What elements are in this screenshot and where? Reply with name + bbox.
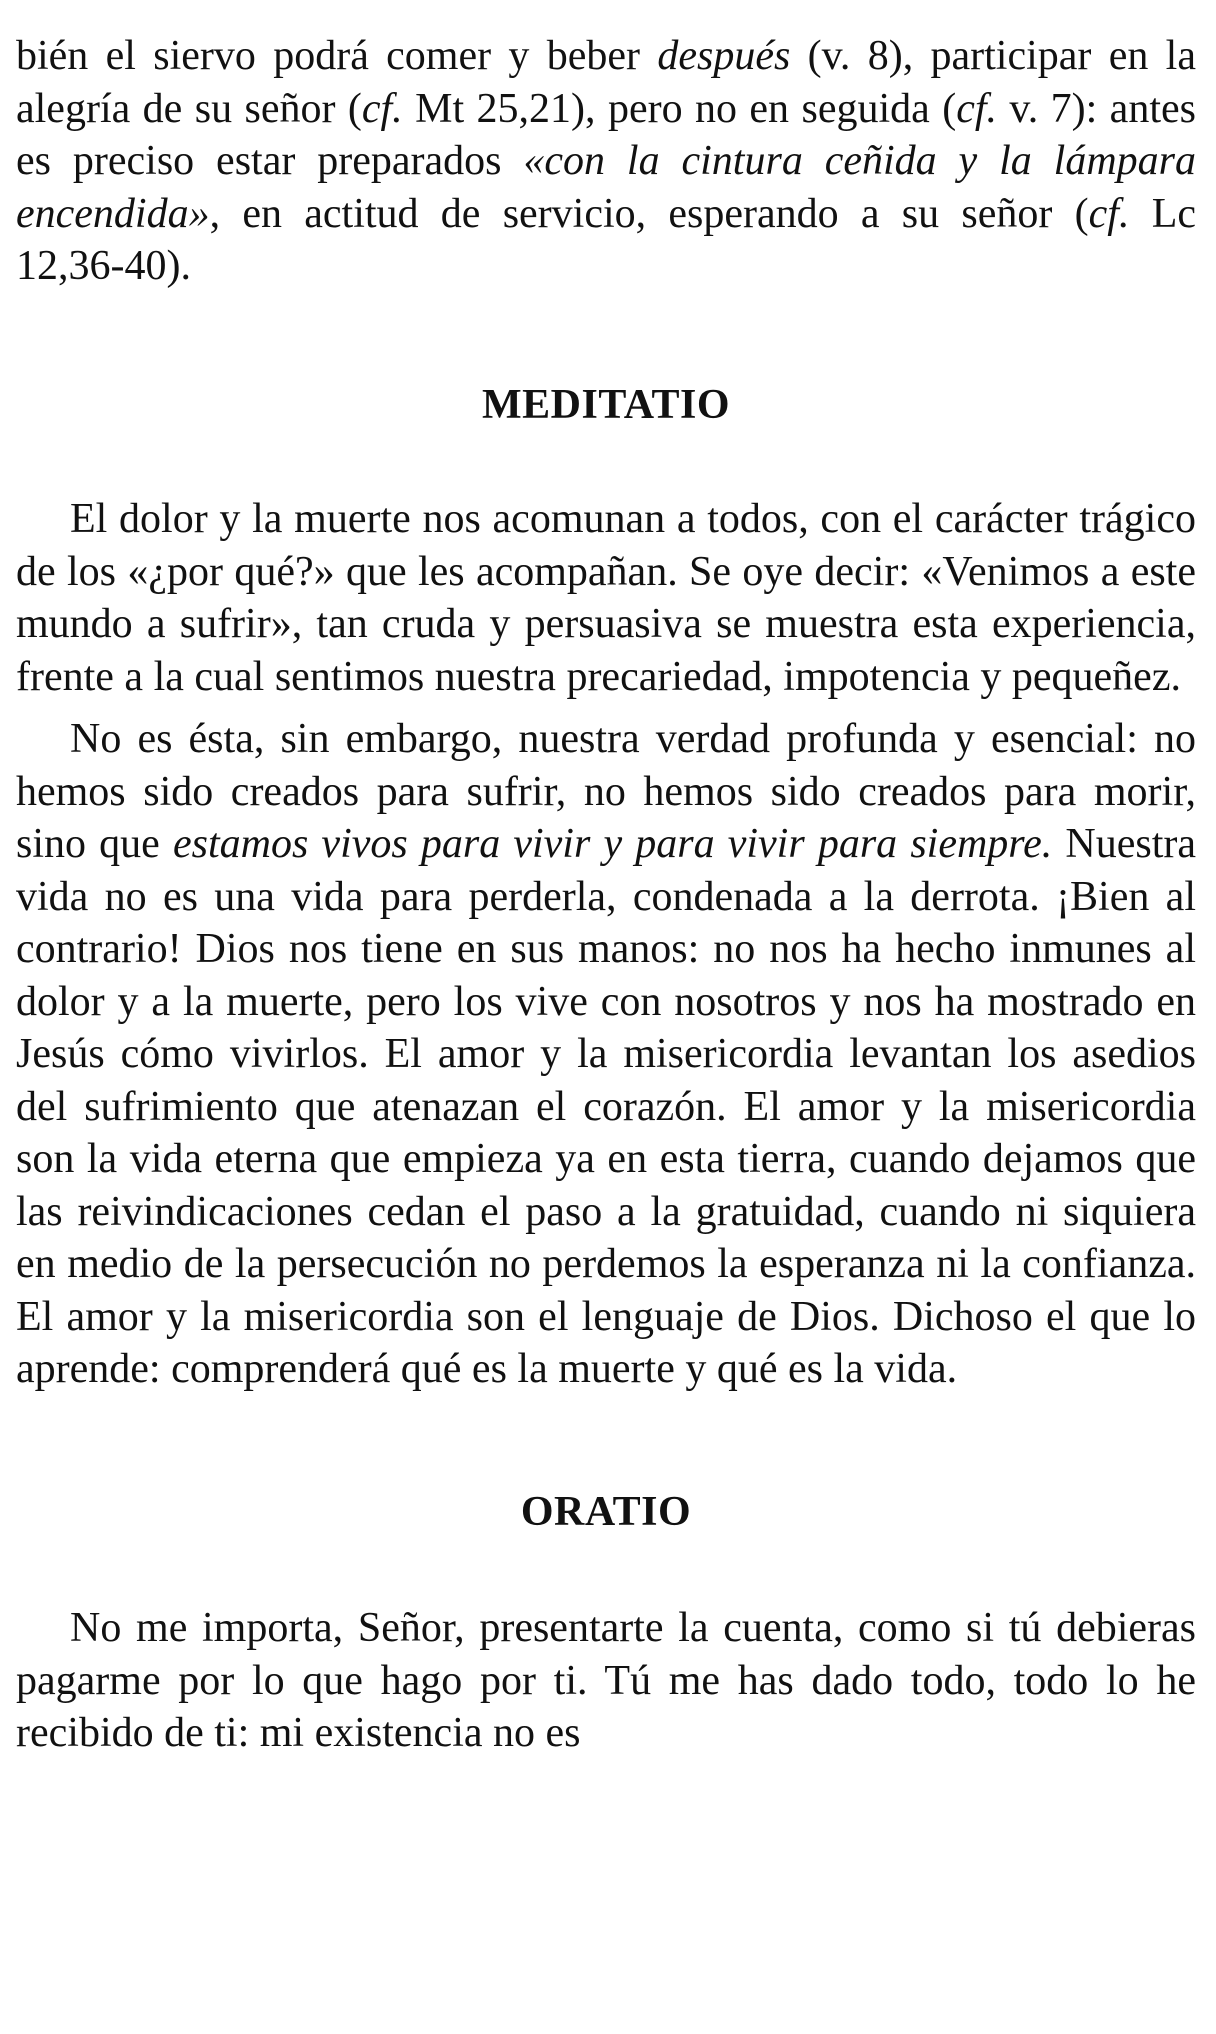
italic-text-run: cf.	[1088, 190, 1130, 237]
text-run: Nuestra vida no es una vida para perderla, condenada a la derrota. ¡Bien al contrario! Dios nos tiene en sus manos: no nos ha hecho inmunes al dolor y a la muerte, pero los vive con nosotros y nos ha mostrado en Jesús cómo vivirlos. El amor y la misericordia levantan los asedios del sufrimiento que atenazan el corazón. El amor y la misericordia son la vida eterna que empieza ya en esta tierra, cuando dejamos que las reivindicaciones cedan el paso a la gratuidad, cuando ni siquiera en medio de la persecución no perdemos la esperanza ni la confianza. El amor y la misericordia son el lenguaje de Dios. Dichoso el que lo aprende: comprenderá qué es la muerte y qué es la vida.	[16, 821, 1197, 1392]
intro-paragraph	[16, 30, 1196, 293]
italic-text-run: cf.	[361, 85, 403, 132]
meditatio-paragraph-1: El dolor y la muerte nos acomunan a todos, con el carácter trágico de los «¿por qué?» que les acompañan. Se oye decir: «Venimos a este mundo a sufrir», tan cruda y persuasiva se muestra esta experiencia, frente a la cual sentimos nuestra precariedad, impotencia y pequeñez.	[16, 496, 1196, 700]
meditatio-paragraph-2	[16, 713, 1196, 1396]
oratio-paragraph-1: No me importa, Señor, presentarte la cuenta, como si tú debieras pagarme por lo que hago por ti. Tú me has dado todo, todo lo he recibido de ti: mi existencia no es	[16, 1605, 1196, 1756]
text-run: (v. 8), participar en la alegría de su señor (	[16, 33, 1196, 132]
text-run: No es ésta, sin embargo, nuestra verdad profunda y esencial: no hemos sido creados para sufrir, no hemos sido creados para morir, sino que	[16, 716, 1196, 867]
italic-text-run: después	[657, 33, 791, 79]
text-run: v. 7): antes es preciso estar preparados	[16, 85, 1196, 184]
section-heading-meditatio: MEDITATIO	[482, 381, 730, 428]
book-page	[16, 30, 1196, 1760]
section-heading-oratio: ORATIO	[520, 1488, 692, 1535]
text-run: Lc 12,36-40).	[16, 190, 1197, 289]
text-run: Mt 25,21), pero no en seguida (	[402, 85, 957, 132]
italic-text-run: estamos vivos para vivir y para vivir para siempre.	[172, 821, 1053, 867]
text-run: , en actitud de servicio, esperando a su señor (	[209, 190, 1089, 237]
italic-text-run: «con la cintura ceñida y la lámpara encendida»	[16, 138, 1197, 237]
text-run: bién el siervo podrá comer y beber	[16, 33, 658, 79]
italic-text-run: cf.	[956, 85, 997, 132]
